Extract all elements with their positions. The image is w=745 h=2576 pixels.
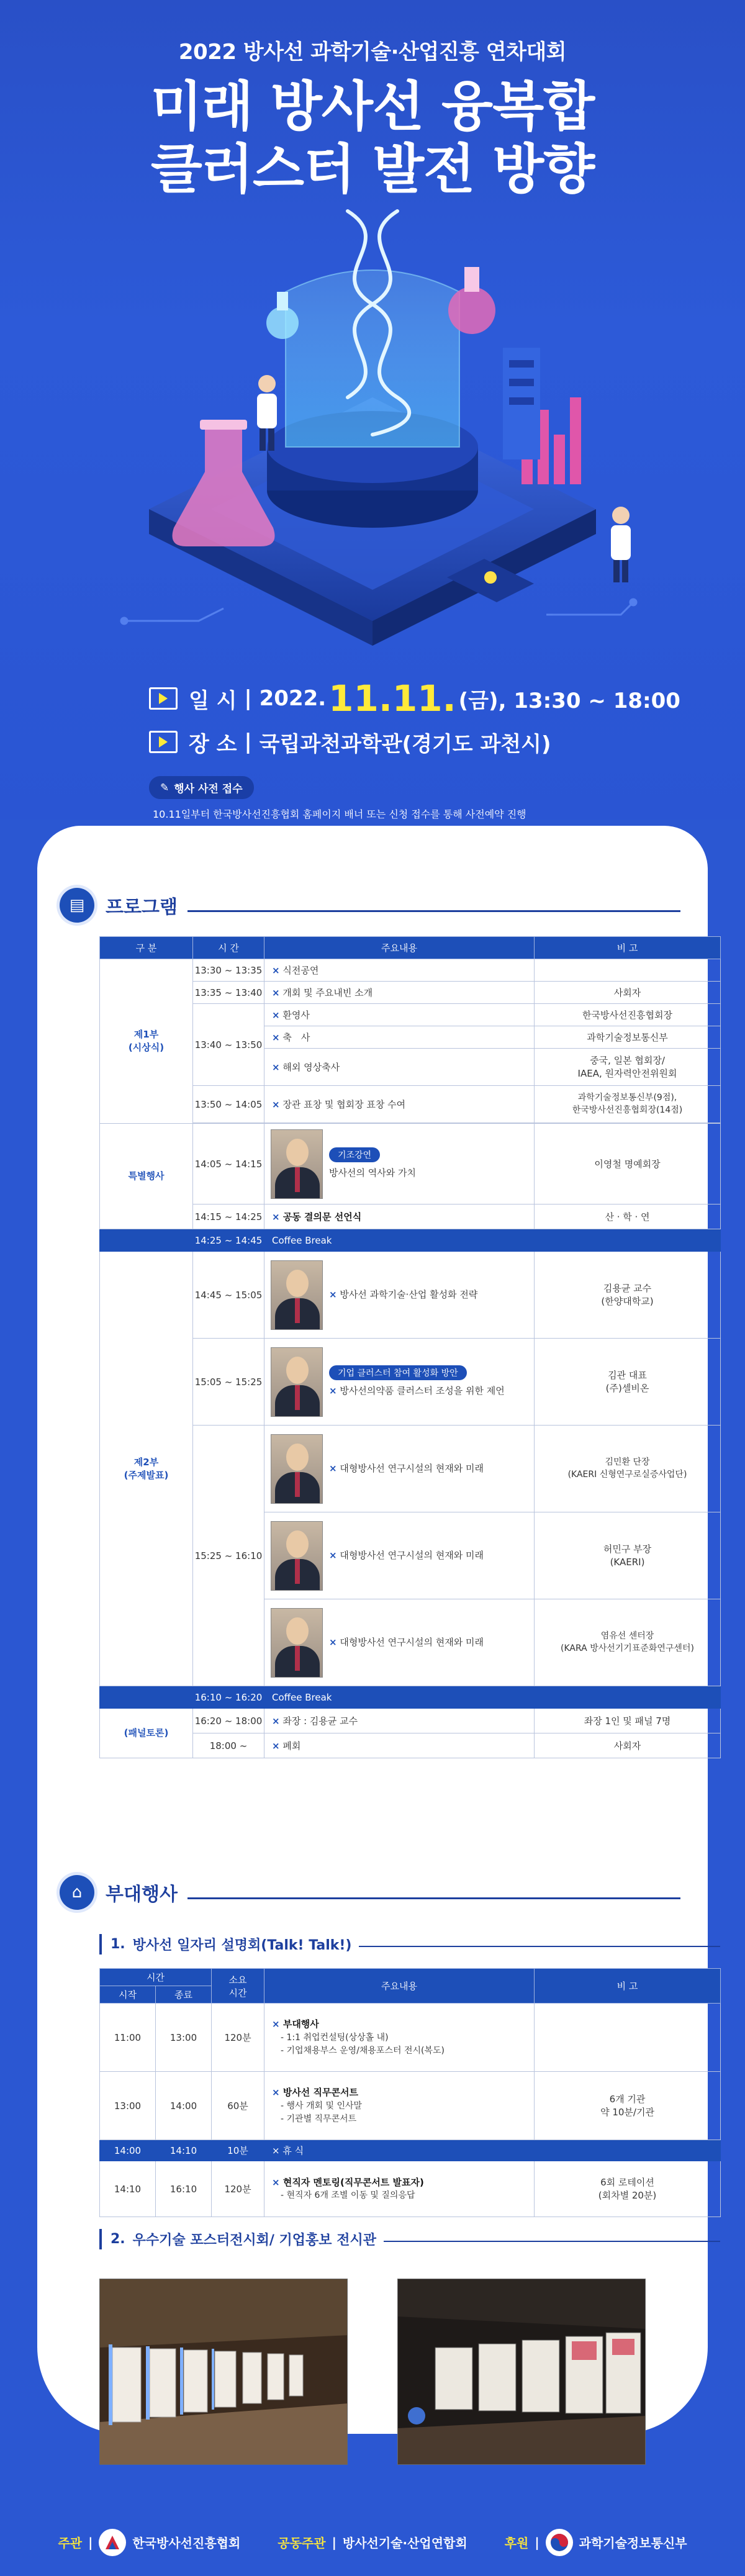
date-year: 2022. (259, 686, 327, 711)
speaker-photo (271, 1608, 323, 1678)
table-row: × 축 사 과학기술정보통신부 (100, 1026, 721, 1049)
table-row: × 대형방사선 연구시설의 현재와 미래 허민구 부장 (KAERI) (100, 1512, 721, 1599)
subsection-2-title: 우수기술 포스터전시회/ 기업홍보 전시관 (132, 2233, 376, 2248)
host-organizer: 주관 | 한국방사선진흥협회 (58, 2529, 240, 2556)
side-events-section-header (60, 1875, 680, 1910)
place-row: 장 소 | 국립과천과학관(경기도 과천시) (149, 720, 646, 764)
date-time: (금), 13:30 ~ 18:00 (458, 688, 680, 713)
table-row: 15:05 ~ 15:25 기업 클러스터 참여 활성화 방안 × 방사선의약품 클러스터 조성을 위한 제언 김관 대표 (주)셀비온 (100, 1339, 721, 1426)
table-row: 11:00 13:00 120분 × 부대행사 - 1:1 취업컨설팅(상상홀 내) - 기업채용부스 운영/채용포스터 전시(복도) (100, 2004, 721, 2072)
side-events-table: 시간 소요 시간 주요내용 비 고 시작 종료 11:00 13:00 120분 × 부대행사 - 1:1 취업컨설팅(상상홀 내) - 기업채용부스 운영/채용포스터 전시(복도) 13:00 14:00 60분 × 방사선 직무콘서트 - 행사 개회 및 인사말 - 기관별 직무콘서트 6개 기관 약 10분/기관 14:00 14:10 10분 × 휴 식 14:10 16:10 120분 × 현직자 멘토링(직무콘서트 발표자) - 현직자 6개 조별 이동 및 질의응답 6회 로테이션 (회차별 20분) (99, 1968, 721, 2217)
program-header-row: 구 분 시 간 주요내용 비 고 (100, 937, 721, 959)
table-row: 14:10 16:10 120분 × 현직자 멘토링(직무콘서트 발표자) - 현직자 6개 조별 이동 및 질의응답 6회 로테이션 (회차별 20분) (100, 2161, 721, 2217)
speaker-photo (271, 1260, 323, 1330)
speaker-photo (271, 1434, 323, 1504)
registration-notice (149, 776, 526, 820)
bank-icon: ⌂ (60, 1875, 94, 1910)
break-row: 16:10 ~ 16:20 Coffee Break (100, 1686, 721, 1709)
subsection-1-header: 1. 방사선 일자리 설명회(Talk! Talk!) (99, 1934, 720, 1955)
table-row: 14:15 ~ 14:25 × 공동 결의문 선언식 산 · 학 · 연 (100, 1204, 721, 1229)
panel-label: (패널토론) (100, 1709, 193, 1758)
clipboard-icon: ▤ (60, 888, 94, 923)
table-row: 제2부 (주제발표) 14:45 ~ 15:05 × 방사선 과학기술·산업 활성화 전략 김용균 교수 (한양대학교) (100, 1252, 721, 1339)
speaker-photo (271, 1521, 323, 1591)
program-section-header (60, 888, 680, 923)
play-icon (149, 687, 178, 710)
table-row: 13:50 ~ 14:05 × 장관 표창 및 협회장 표창 수여 과학기술정보통신부(9점), 한국방사선진흥협회장(14점) (100, 1086, 721, 1123)
notice-text: 10.11일부터 한국방사선진흥협회 홈페이지 배너 또는 신청 접수를 통해 사전예약 진행 (153, 808, 526, 820)
play-icon (149, 731, 178, 753)
sponsor: 후원 | 과학기술정보통신부 (505, 2529, 687, 2556)
table-row: (패널토론) 16:20 ~ 18:00 × 좌장 : 김용균 교수 좌장 1인 및 패널 7명 (100, 1709, 721, 1733)
date-label: 일 시 (189, 688, 237, 713)
table-row: 15:25 ~ 16:10 × 대형방사선 연구시설의 현재와 미래 김민환 단장 (KAERI 신형연구로실증사업단) (100, 1426, 721, 1512)
co-host-organizer: 공동주관 | 방사선기술·산업연합회 (278, 2534, 467, 2551)
footer (0, 2508, 745, 2576)
table-row: 제1부 (시상식) 13:30 ~ 13:35 × 식전공연 (100, 959, 721, 982)
side-events-title: 부대행사 (106, 1884, 178, 1905)
table-row: 13:35 ~ 13:40 × 개회 및 주요내빈 소개 사회자 (100, 982, 721, 1004)
subsection-2-header: 2. 우수기술 포스터전시회/ 기업홍보 전시관 (99, 2229, 720, 2249)
table-row: 13:00 14:00 60분 × 방사선 직무콘서트 - 행사 개회 및 인사말 - 기관별 직무콘서트 6개 기관 약 10분/기관 (100, 2072, 721, 2140)
program-table (99, 936, 721, 1758)
table-row: × 해외 영상축사 중국, 일본 협회장/ IAEA, 원자력안전위원회 (100, 1049, 721, 1086)
company-exhibition-photo (397, 2279, 646, 2465)
notice-badge: ✎ 행사 사전 접수 (149, 776, 254, 799)
scientist-right-figure (611, 507, 631, 582)
title-line-2: 클러스터 발전 방향 (150, 138, 595, 201)
poster-exhibition-photo (99, 2279, 348, 2465)
event-info (149, 677, 680, 764)
part2-label: 제2부 (주제발표) (100, 1252, 193, 1686)
taegeuk-logo-icon (546, 2529, 573, 2556)
pencil-icon: ✎ (160, 781, 169, 794)
subsection-1-title: 방사선 일자리 설명회(Talk! Talk!) (132, 1938, 352, 1953)
flask-top-right-icon (448, 267, 495, 334)
table-row: 특별행사 14:05 ~ 14:15 기조강연 방사선의 역사와 가치 이영철 명예회장 (100, 1124, 721, 1204)
date-row: 일 시 | 2022. 11.11. (금), 13:30 ~ 18:00 (149, 677, 646, 720)
speaker-photo (271, 1347, 323, 1417)
event-title (0, 76, 745, 202)
table-row: 13:40 ~ 13:50 × 환영사 한국방사선진흥협회장 (100, 1004, 721, 1026)
scientist-left-figure (257, 375, 277, 451)
break-row: 14:25 ~ 14:45 Coffee Break (100, 1229, 721, 1252)
special-label: 특별행사 (100, 1124, 193, 1229)
place-label: 장 소 (189, 731, 237, 757)
kara-logo-icon (99, 2529, 126, 2556)
place-value: 국립과천과학관(경기도 과천시) (259, 731, 551, 757)
table-row: 18:00 ~ × 폐회 사회자 (100, 1733, 721, 1758)
break-row: 14:00 14:10 10분 × 휴 식 (100, 2140, 721, 2161)
part1-label: 제1부 (시상식) (100, 959, 193, 1124)
date-day: 11.11. (328, 677, 456, 720)
speaker-photo (271, 1129, 323, 1199)
event-subtitle: 2022 방사선 과학기술·산업진흥 연차대회 (178, 40, 567, 65)
title-line-1: 미래 방사선 융복합 (150, 76, 595, 138)
hero-banner (0, 0, 745, 820)
table-row: × 대형방사선 연구시설의 현재와 미래 염유선 센터장 (KARA 방사선기기표준화연구센터) (100, 1599, 721, 1686)
program-title: 프로그램 (106, 897, 178, 918)
